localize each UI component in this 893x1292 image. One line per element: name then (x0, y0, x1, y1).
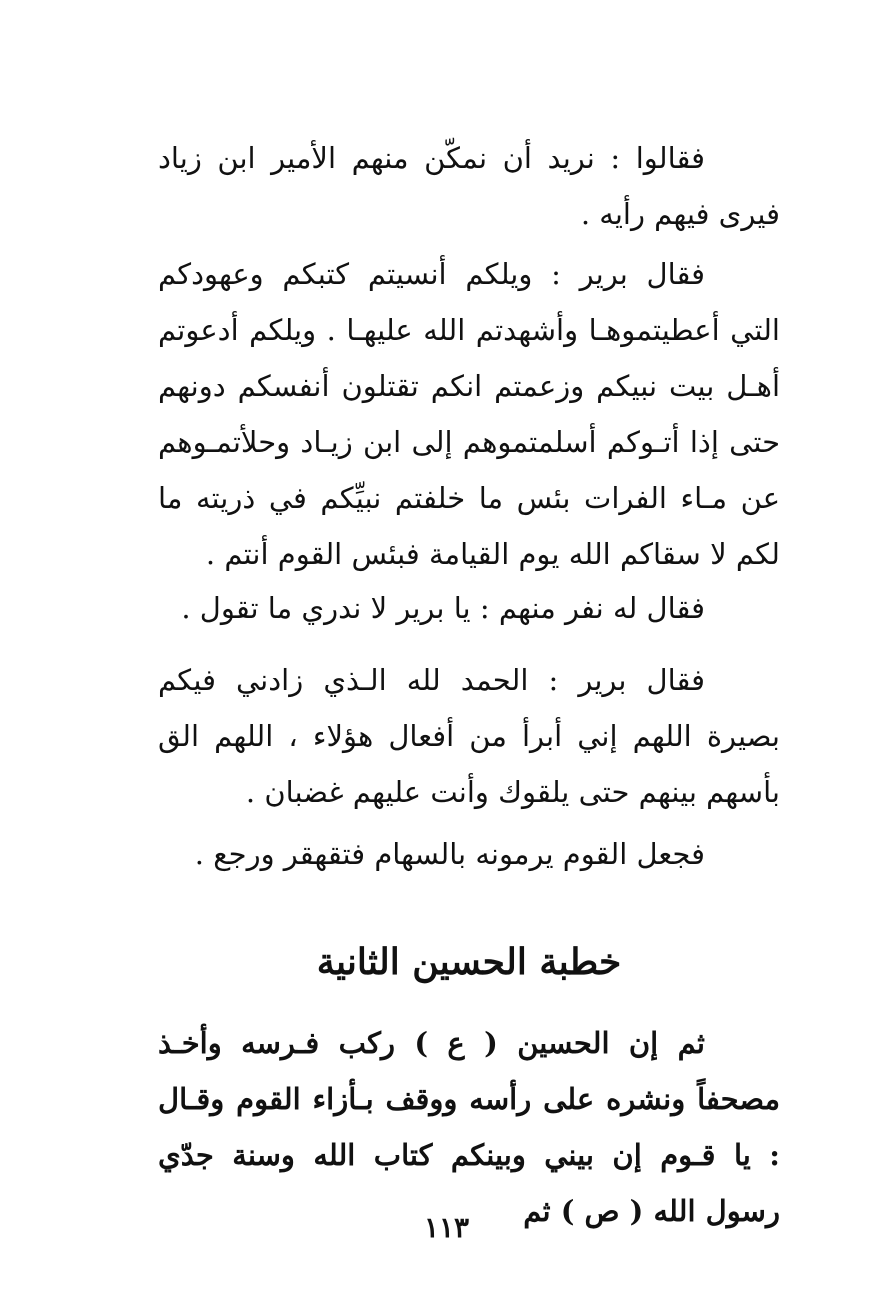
page-number: ١١٣ (423, 1211, 470, 1244)
section-heading: خطبة الحسين الثانية (316, 941, 622, 983)
paragraph-4: فقال برير : الحمد لله الـذي زادني فيكم بصيرة اللهم إني أبرأ من أفعال هؤلاء ، اللهم الق بأسهم بينهم حتى يلقوك وأنت عليهم غضبان . (158, 663, 780, 809)
paragraph-1: فقالوا : نريد أن نمكّن منهم الأمير ابن زياد فيرى فيهم رأيه . (158, 141, 780, 231)
paragraph-5: فجعل القوم يرمونه بالسهام فتقهقر ورجع . (194, 837, 705, 871)
paragraph-2: فقال برير : ويلكم أنسيتم كتبكم وعهودكم التي أعطيتموهـا وأشهدتم الله عليهـا . ويلكم أدعوتم أهـل بيت نبيكم وزعمتم انكم تقتلون أنفسكم دونهم حتى إذا أتـوكم أسلمتموهم إلى ابن زيـاد وحلأتمـوهم عن مـاء الفرات بئس ما خلفتم نبيِّكم في ذريته ما لكم لا سقاكم الله يوم القيامة فبئس القوم أنتم . (158, 257, 780, 571)
paragraph-3: فقال له نفر منهم : يا برير لا ندري ما تقول . (181, 591, 705, 625)
paragraph-6: ثم إن الحسين ( ع ) ركب فـرسه وأخـذ مصحفاً ونشره على رأسه ووقف بـأزاء القوم وقـال : يا قـوم إن بيني وبينكم كتاب الله وسنة جدّي رسول الله ( ص ) ثم (158, 1026, 780, 1228)
